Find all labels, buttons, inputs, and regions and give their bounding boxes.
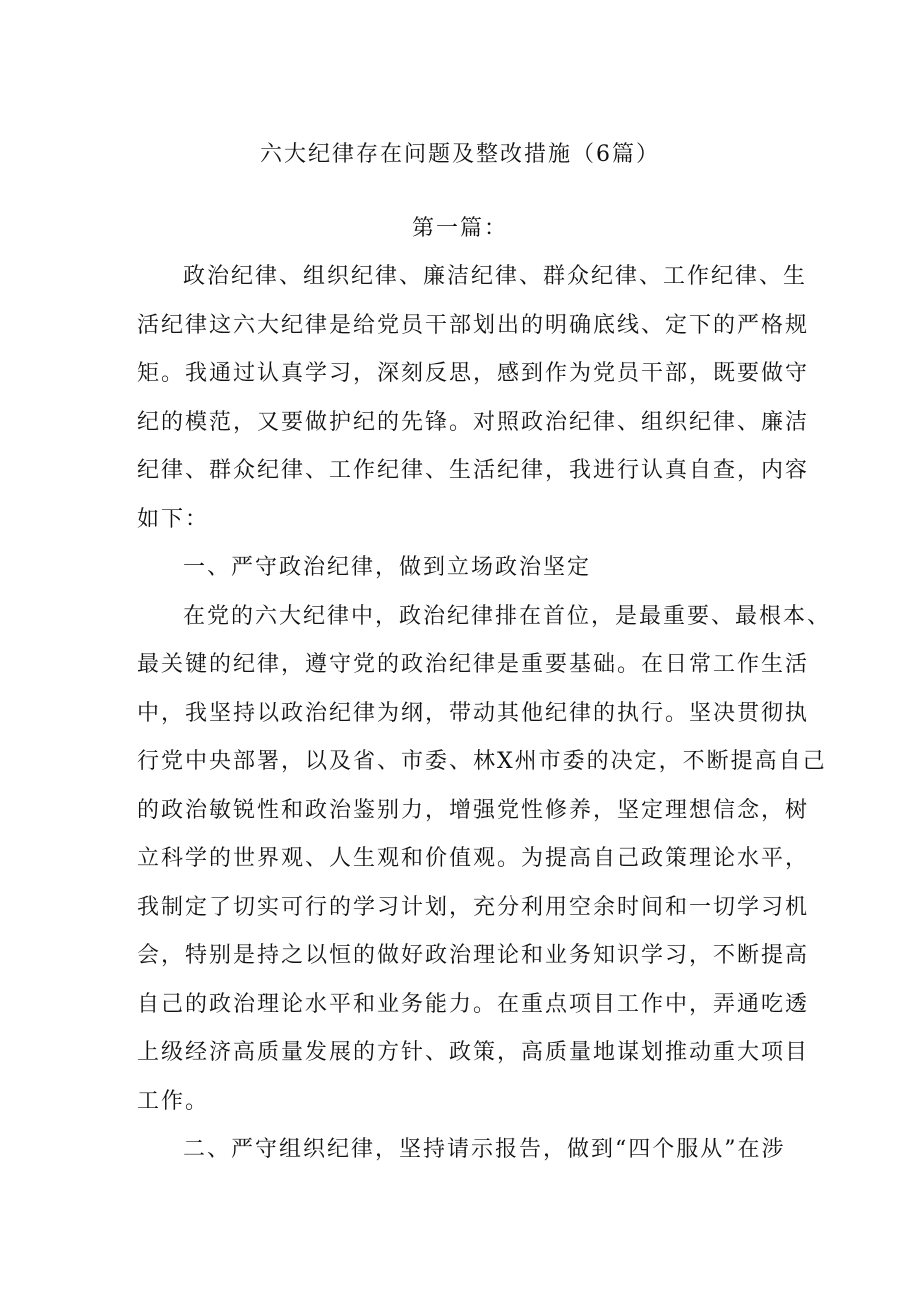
text-line: 纪的模范，又要做护纪的先锋。对照政治纪律、组织纪律、廉洁 (137, 410, 810, 435)
text-line: 最关键的纪律，遵守党的政治纪律是重要基础。在日常工作生活 (137, 652, 810, 677)
text-line: 如下： (137, 507, 210, 532)
text-line: 纪律、群众纪律、工作纪律、生活纪律，我进行认真自查，内容 (137, 458, 810, 483)
text-line: 工作。 (137, 1089, 210, 1114)
text-line: 矩。我通过认真学习，深刻反思，感到作为党员干部，既要做守 (137, 361, 810, 386)
text-line: 我制定了切实可行的学习计划，充分利用空余时间和一切学习机 (137, 895, 810, 920)
text-line: 活纪律这六大纪律是给党员干部划出的明确底线、定下的严格规 (137, 313, 810, 338)
text-line: 政治纪律、组织纪律、廉洁纪律、群众纪律、工作纪律、生 (183, 264, 808, 289)
document-title: 六大纪律存在问题及整改措施（6篇） (260, 142, 660, 167)
text-line: 行党中央部署，以及省、市委、林X州市委的决定，不断提高自己 (137, 749, 827, 774)
text-line: 自己的政治理论水平和业务能力。在重点项目工作中，弄通吃透 (137, 992, 810, 1017)
text-line: 的政治敏锐性和政治鉴别力，增强党性修养，坚定理想信念，树 (137, 798, 810, 823)
text-line: 中，我坚持以政治纪律为纲，带动其他纪律的执行。坚决贯彻执 (137, 701, 810, 726)
part-heading: 第一篇： (411, 216, 508, 241)
text-line: 在党的六大纪律中，政治纪律排在首位，是最重要、最根本、 (183, 604, 832, 629)
text-line: 立科学的世界观、人生观和价值观。为提高自己政策理论水平， (137, 846, 810, 871)
section-heading: 一、严守政治纪律，做到立场政治坚定 (183, 555, 592, 580)
section-heading: 二、严守组织纪律，坚持请示报告，做到“四个服从”在涉 (183, 1137, 786, 1162)
text-line: 上级经济高质量发展的方针、政策，高质量地谋划推动重大项目 (137, 1040, 810, 1065)
text-line: 会，特别是持之以恒的做好政治理论和业务知识学习，不断提高 (137, 943, 810, 968)
